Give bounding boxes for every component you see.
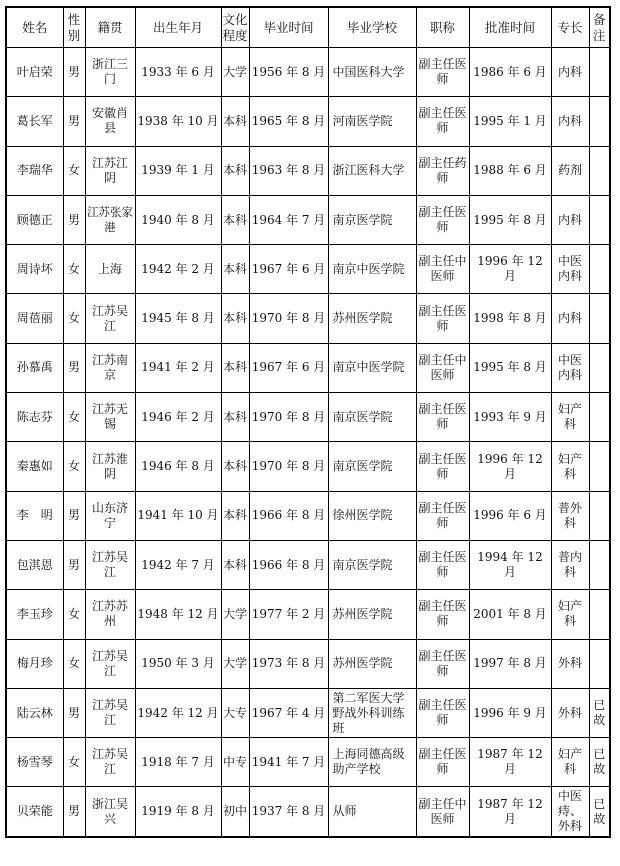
cell-birth-date: 1948 年 12 月 — [135, 590, 221, 639]
cell-school: 河南医学院 — [328, 97, 416, 146]
cell-title: 副主任药师 — [416, 146, 469, 195]
cell-name: 陈志芬 — [6, 393, 63, 442]
header-school: 毕业学校 — [328, 7, 416, 48]
staff-roster-table — [5, 6, 611, 838]
cell-birth-date: 1950 年 3 月 — [135, 639, 221, 688]
cell-education: 本科 — [221, 146, 249, 195]
header-row — [6, 7, 610, 48]
cell-specialty: 内科 — [551, 97, 589, 146]
cell-native-place: 浙江吴兴 — [85, 787, 135, 837]
cell-native-place: 江苏吴江 — [85, 639, 135, 688]
cell-birth-date: 1919 年 8 月 — [135, 787, 221, 837]
cell-education: 本科 — [221, 343, 249, 392]
cell-native-place: 江苏江阴 — [85, 146, 135, 195]
cell-remarks — [589, 48, 610, 97]
cell-specialty: 外科 — [551, 639, 589, 688]
header-remarks: 备注 — [589, 7, 610, 48]
cell-title: 副主任医师 — [416, 590, 469, 639]
cell-gender: 女 — [63, 146, 85, 195]
cell-birth-date: 1938 年 10 月 — [135, 97, 221, 146]
cell-graduation-date: 1966 年 8 月 — [249, 491, 328, 540]
cell-specialty: 药剂 — [551, 146, 589, 195]
cell-specialty: 中医内科 — [551, 343, 589, 392]
cell-birth-date: 1941 年 2 月 — [135, 343, 221, 392]
cell-title: 副主任医师 — [416, 442, 469, 491]
cell-school: 中国医科大学 — [328, 48, 416, 97]
cell-approval-date: 1996 年 12 月 — [469, 442, 551, 491]
cell-approval-date: 1996 年 9 月 — [469, 688, 551, 737]
table-row — [6, 688, 610, 737]
cell-school: 第二军医大学野战外科训练班 — [328, 688, 416, 737]
cell-native-place: 江苏吴江 — [85, 294, 135, 343]
cell-approval-date: 1998 年 8 月 — [469, 294, 551, 343]
cell-education: 本科 — [221, 97, 249, 146]
cell-remarks — [589, 245, 610, 294]
staff-roster-page — [5, 6, 611, 838]
cell-title: 副主任医师 — [416, 738, 469, 787]
table-row — [6, 294, 610, 343]
cell-education: 本科 — [221, 294, 249, 343]
cell-gender: 女 — [63, 639, 85, 688]
cell-native-place: 山东济宁 — [85, 491, 135, 540]
cell-native-place: 江苏苏州 — [85, 590, 135, 639]
cell-approval-date: 1995 年 8 月 — [469, 343, 551, 392]
cell-approval-date: 1995 年 1 月 — [469, 97, 551, 146]
cell-school: 浙江医科大学 — [328, 146, 416, 195]
cell-native-place: 江苏吴江 — [85, 540, 135, 589]
header-native-place: 籍贯 — [85, 7, 135, 48]
header-title: 职称 — [416, 7, 469, 48]
cell-school: 南京医学院 — [328, 540, 416, 589]
cell-gender: 女 — [63, 393, 85, 442]
cell-school: 从师 — [328, 787, 416, 837]
cell-graduation-date: 1964 年 7 月 — [249, 195, 328, 244]
cell-education: 本科 — [221, 393, 249, 442]
table-row — [6, 195, 610, 244]
cell-specialty: 内科 — [551, 294, 589, 343]
cell-gender: 女 — [63, 245, 85, 294]
header-specialty: 专长 — [551, 7, 589, 48]
cell-school: 上海同德高级助产学校 — [328, 738, 416, 787]
table-row — [6, 639, 610, 688]
cell-title: 副主任医师 — [416, 195, 469, 244]
cell-school: 徐州医学院 — [328, 491, 416, 540]
cell-approval-date: 1988 年 6 月 — [469, 146, 551, 195]
cell-specialty: 普外科 — [551, 491, 589, 540]
cell-name: 李玉珍 — [6, 590, 63, 639]
header-approval-date: 批准时间 — [469, 7, 551, 48]
cell-remarks: 已故 — [589, 738, 610, 787]
cell-birth-date: 1946 年 2 月 — [135, 393, 221, 442]
cell-school: 苏州医学院 — [328, 639, 416, 688]
cell-graduation-date: 1965 年 8 月 — [249, 97, 328, 146]
cell-birth-date: 1941 年 10 月 — [135, 491, 221, 540]
cell-remarks — [589, 195, 610, 244]
cell-specialty: 妇产科 — [551, 393, 589, 442]
table-row — [6, 393, 610, 442]
cell-graduation-date: 1966 年 8 月 — [249, 540, 328, 589]
cell-remarks: 已故 — [589, 787, 610, 837]
cell-school: 南京医学院 — [328, 393, 416, 442]
cell-remarks: 已故 — [589, 688, 610, 737]
cell-graduation-date: 1977 年 2 月 — [249, 590, 328, 639]
cell-birth-date: 1933 年 6 月 — [135, 48, 221, 97]
cell-approval-date: 1986 年 6 月 — [469, 48, 551, 97]
header-education: 文化程度 — [221, 7, 249, 48]
cell-specialty: 中医痔、外科 — [551, 787, 589, 837]
cell-remarks — [589, 639, 610, 688]
cell-education: 大学 — [221, 48, 249, 97]
cell-birth-date: 1946 年 8 月 — [135, 442, 221, 491]
table-row — [6, 146, 610, 195]
cell-name: 周蓓丽 — [6, 294, 63, 343]
cell-education: 本科 — [221, 442, 249, 491]
header-graduation-date: 毕业时间 — [249, 7, 328, 48]
cell-name: 孙慕禹 — [6, 343, 63, 392]
cell-name: 叶启荣 — [6, 48, 63, 97]
cell-title: 副主任医师 — [416, 639, 469, 688]
cell-birth-date: 1942 年 2 月 — [135, 245, 221, 294]
cell-native-place: 江苏淮阴 — [85, 442, 135, 491]
cell-approval-date: 2001 年 8 月 — [469, 590, 551, 639]
cell-gender: 男 — [63, 48, 85, 97]
cell-school: 苏州医学院 — [328, 590, 416, 639]
cell-gender: 女 — [63, 294, 85, 343]
cell-gender: 女 — [63, 590, 85, 639]
header-gender: 性别 — [63, 7, 85, 48]
cell-graduation-date: 1970 年 8 月 — [249, 393, 328, 442]
cell-native-place: 江苏吴江 — [85, 688, 135, 737]
cell-remarks — [589, 442, 610, 491]
cell-graduation-date: 1937 年 8 月 — [249, 787, 328, 837]
cell-name: 秦惠如 — [6, 442, 63, 491]
cell-title: 副主任中医师 — [416, 343, 469, 392]
cell-gender: 女 — [63, 442, 85, 491]
cell-school: 南京中医学院 — [328, 245, 416, 294]
cell-remarks — [589, 393, 610, 442]
cell-native-place: 江苏南京 — [85, 343, 135, 392]
cell-native-place: 安徽肖县 — [85, 97, 135, 146]
cell-birth-date: 1918 年 7 月 — [135, 738, 221, 787]
cell-gender: 男 — [63, 195, 85, 244]
table-row — [6, 540, 610, 589]
cell-approval-date: 1987 年 12 月 — [469, 787, 551, 837]
cell-native-place: 江苏张家港 — [85, 195, 135, 244]
cell-education: 本科 — [221, 195, 249, 244]
header-birth-date: 出生年月 — [135, 7, 221, 48]
cell-approval-date: 1997 年 8 月 — [469, 639, 551, 688]
cell-name: 李瑞华 — [6, 146, 63, 195]
cell-name: 贝荣能 — [6, 787, 63, 837]
cell-graduation-date: 1973 年 8 月 — [249, 639, 328, 688]
cell-title: 副主任医师 — [416, 688, 469, 737]
cell-birth-date: 1940 年 8 月 — [135, 195, 221, 244]
cell-graduation-date: 1963 年 8 月 — [249, 146, 328, 195]
cell-school: 南京医学院 — [328, 195, 416, 244]
cell-name: 包淇恩 — [6, 540, 63, 589]
cell-remarks — [589, 146, 610, 195]
cell-title: 副主任医师 — [416, 97, 469, 146]
cell-birth-date: 1942 年 12 月 — [135, 688, 221, 737]
cell-birth-date: 1939 年 1 月 — [135, 146, 221, 195]
cell-approval-date: 1987 年 12 月 — [469, 738, 551, 787]
cell-education: 本科 — [221, 245, 249, 294]
cell-title: 副主任中医师 — [416, 787, 469, 837]
cell-remarks — [589, 590, 610, 639]
cell-approval-date: 1996 年 6 月 — [469, 491, 551, 540]
cell-graduation-date: 1941 年 7 月 — [249, 738, 328, 787]
cell-native-place: 浙江三门 — [85, 48, 135, 97]
cell-name: 周诗坏 — [6, 245, 63, 294]
cell-birth-date: 1942 年 7 月 — [135, 540, 221, 589]
cell-specialty: 普内科 — [551, 540, 589, 589]
cell-gender: 女 — [63, 738, 85, 787]
cell-title: 副主任中医师 — [416, 245, 469, 294]
cell-gender: 男 — [63, 540, 85, 589]
cell-gender: 男 — [63, 97, 85, 146]
cell-education: 中专 — [221, 738, 249, 787]
cell-remarks — [589, 97, 610, 146]
table-row — [6, 590, 610, 639]
cell-name: 李 明 — [6, 491, 63, 540]
cell-specialty: 内科 — [551, 48, 589, 97]
cell-gender: 男 — [63, 787, 85, 837]
table-row — [6, 738, 610, 787]
cell-specialty: 妇产科 — [551, 590, 589, 639]
table-row — [6, 343, 610, 392]
cell-education: 大专 — [221, 688, 249, 737]
cell-graduation-date: 1970 年 8 月 — [249, 442, 328, 491]
cell-name: 梅月珍 — [6, 639, 63, 688]
cell-education: 大学 — [221, 590, 249, 639]
cell-specialty: 中医内科 — [551, 245, 589, 294]
cell-approval-date: 1995 年 8 月 — [469, 195, 551, 244]
cell-graduation-date: 1970 年 8 月 — [249, 294, 328, 343]
cell-graduation-date: 1967 年 6 月 — [249, 343, 328, 392]
cell-name: 顾德正 — [6, 195, 63, 244]
cell-specialty: 妇产科 — [551, 738, 589, 787]
table-row — [6, 491, 610, 540]
table-row — [6, 48, 610, 97]
cell-graduation-date: 1967 年 4 月 — [249, 688, 328, 737]
cell-title: 副主任医师 — [416, 294, 469, 343]
cell-gender: 男 — [63, 688, 85, 737]
cell-gender: 男 — [63, 343, 85, 392]
cell-remarks — [589, 294, 610, 343]
cell-specialty: 外科 — [551, 688, 589, 737]
cell-remarks — [589, 491, 610, 540]
cell-birth-date: 1945 年 8 月 — [135, 294, 221, 343]
cell-title: 副主任医师 — [416, 48, 469, 97]
cell-approval-date: 1996 年 12 月 — [469, 245, 551, 294]
cell-native-place: 上海 — [85, 245, 135, 294]
cell-education: 本科 — [221, 491, 249, 540]
cell-title: 副主任医师 — [416, 540, 469, 589]
cell-remarks — [589, 540, 610, 589]
cell-graduation-date: 1967 年 6 月 — [249, 245, 328, 294]
cell-school: 南京医学院 — [328, 442, 416, 491]
cell-title: 副主任医师 — [416, 491, 469, 540]
cell-education: 初中 — [221, 787, 249, 837]
cell-remarks — [589, 343, 610, 392]
table-row — [6, 97, 610, 146]
cell-native-place: 江苏无锡 — [85, 393, 135, 442]
cell-gender: 男 — [63, 491, 85, 540]
cell-graduation-date: 1956 年 8 月 — [249, 48, 328, 97]
cell-education: 大学 — [221, 639, 249, 688]
cell-name: 杨雪琴 — [6, 738, 63, 787]
cell-native-place: 江苏吴江 — [85, 738, 135, 787]
cell-name: 陆云林 — [6, 688, 63, 737]
cell-education: 本科 — [221, 540, 249, 589]
cell-specialty: 内科 — [551, 195, 589, 244]
cell-title: 副主任医师 — [416, 393, 469, 442]
cell-approval-date: 1994 年 12 月 — [469, 540, 551, 589]
cell-approval-date: 1993 年 9 月 — [469, 393, 551, 442]
cell-specialty: 妇产科 — [551, 442, 589, 491]
table-row — [6, 442, 610, 491]
header-name: 姓名 — [6, 7, 63, 48]
cell-name: 葛长军 — [6, 97, 63, 146]
cell-school: 苏州医学院 — [328, 294, 416, 343]
table-row — [6, 787, 610, 837]
cell-school: 南京中医学院 — [328, 343, 416, 392]
table-row — [6, 245, 610, 294]
